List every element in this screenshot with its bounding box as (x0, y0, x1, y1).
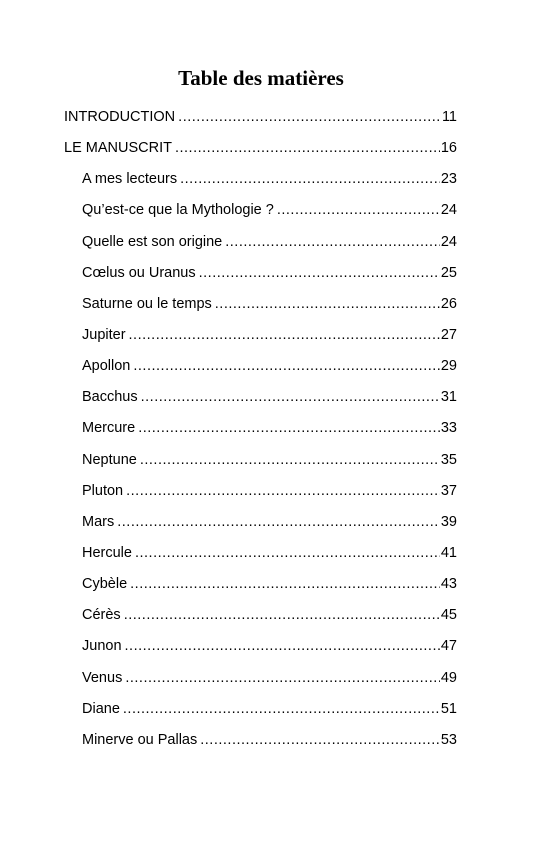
toc-entry-label: Cybèle (82, 576, 128, 593)
toc-entry-row (82, 538, 457, 569)
toc-entry[interactable] (0, 227, 535, 258)
toc-entry-page-number: 26 (440, 295, 457, 312)
toc-entry-label: Pluton (82, 482, 124, 499)
toc-entry-page-number: 53 (440, 731, 457, 748)
toc-entry-label: Saturne ou le temps (82, 295, 212, 312)
toc-entry-row (82, 382, 457, 413)
toc-entry-page-number: 31 (440, 389, 457, 406)
toc-entry[interactable] (0, 289, 535, 320)
toc-entry[interactable] (0, 476, 535, 507)
toc-entry[interactable] (0, 725, 535, 756)
dot-leader (117, 507, 440, 538)
toc-entry[interactable] (0, 351, 535, 382)
toc-entry-row (82, 164, 457, 195)
toc-entry[interactable] (0, 258, 535, 289)
toc-entry-row (82, 320, 457, 351)
toc-entry-page-number: 45 (440, 607, 457, 624)
toc-entry[interactable] (0, 663, 535, 694)
toc-entry-row (82, 289, 457, 320)
toc-entry[interactable] (0, 382, 535, 413)
toc-entry-label: Mars (82, 513, 115, 530)
dot-leader (178, 102, 441, 133)
toc-entry-row (82, 663, 457, 694)
toc-entry-label: Minerve ou Pallas (82, 731, 198, 748)
toc-entry[interactable] (0, 133, 535, 164)
toc-entry-page-number: 51 (440, 700, 457, 717)
toc-entry-row (82, 445, 457, 476)
toc-entry[interactable] (0, 445, 535, 476)
toc-entry-row (82, 569, 457, 600)
toc-entry-page-number: 47 (440, 638, 457, 655)
toc-entry-label: Venus (82, 669, 123, 686)
toc-entry-page-number: 29 (440, 358, 457, 375)
dot-leader (225, 227, 440, 258)
toc-entry-label: Mercure (82, 420, 136, 437)
toc-entry[interactable] (0, 538, 535, 569)
toc-entry-row (82, 476, 457, 507)
dot-leader (141, 382, 440, 413)
toc-entry-label: A mes lecteurs (82, 171, 178, 188)
toc-entry[interactable] (0, 631, 535, 662)
dot-leader (125, 663, 440, 694)
toc-entry[interactable] (0, 694, 535, 725)
dot-leader (215, 289, 440, 320)
toc-entry-label: Neptune (82, 451, 137, 468)
toc-entry-page-number: 23 (440, 171, 457, 188)
toc-entry-page-number: 27 (440, 326, 457, 343)
toc-entry-row (82, 725, 457, 756)
toc-entry-label: Hercule (82, 544, 132, 561)
toc-entry-row (82, 227, 457, 258)
dot-leader (124, 600, 440, 631)
toc-entry[interactable] (0, 102, 535, 133)
toc-entry-page-number: 43 (440, 576, 457, 593)
toc-entry[interactable] (0, 600, 535, 631)
toc-entry-label: INTRODUCTION (64, 109, 176, 125)
toc-entry[interactable] (0, 195, 535, 226)
toc-entry-page-number: 37 (440, 482, 457, 499)
dot-leader (125, 631, 440, 662)
toc-entry-page-number: 49 (440, 669, 457, 686)
dot-leader (200, 725, 440, 756)
toc-entry-page-number: 25 (440, 264, 457, 281)
dot-leader (277, 195, 440, 226)
dot-leader (123, 694, 440, 725)
toc-entry-row (82, 631, 457, 662)
toc-entry-label: Quelle est son origine (82, 233, 223, 250)
toc-entry-page-number: 39 (440, 513, 457, 530)
toc-entry-page-number: 41 (440, 544, 457, 561)
toc-entry-label: Qu’est-ce que la Mythologie ? (82, 202, 274, 219)
toc-list (0, 102, 535, 756)
toc-entry-row (82, 258, 457, 289)
dot-leader (130, 569, 440, 600)
dot-leader (138, 413, 440, 444)
toc-entry[interactable] (0, 507, 535, 538)
toc-entry-label: Diane (82, 700, 120, 717)
dot-leader (140, 445, 440, 476)
toc-entry-row (82, 507, 457, 538)
toc-entry-row (82, 600, 457, 631)
toc-entry-label: Junon (82, 638, 122, 655)
toc-entry-page-number: 16 (440, 140, 457, 157)
toc-entry-row (64, 133, 457, 164)
dot-leader (129, 320, 440, 351)
toc-entry-label: Jupiter (82, 326, 126, 343)
toc-entry-label: Bacchus (82, 389, 138, 406)
toc-entry[interactable] (0, 320, 535, 351)
toc-entry-row (82, 694, 457, 725)
toc-entry-row (82, 351, 457, 382)
toc-entry-label: Cœlus ou Uranus (82, 264, 196, 281)
toc-entry-label: Cérès (82, 607, 121, 624)
toc-entry[interactable] (0, 164, 535, 195)
toc-entry-label: LE MANUSCRIT (64, 140, 172, 157)
toc-entry-page-number: 11 (441, 109, 457, 125)
toc-entry-row (82, 195, 457, 226)
toc-entry-label: Apollon (82, 358, 131, 375)
toc-entry-page-number: 33 (440, 420, 457, 437)
dot-leader (180, 164, 440, 195)
dot-leader (175, 133, 440, 164)
toc-entry[interactable] (0, 413, 535, 444)
toc-entry-row (64, 102, 457, 133)
toc-title: Table des matières (178, 66, 344, 90)
toc-entry-row (82, 413, 457, 444)
dot-leader (126, 476, 440, 507)
toc-entry-page-number: 35 (440, 451, 457, 468)
toc-entry-page-number: 24 (440, 202, 457, 219)
dot-leader (199, 258, 440, 289)
toc-entry[interactable] (0, 569, 535, 600)
dot-leader (135, 538, 440, 569)
toc-entry-page-number: 24 (440, 233, 457, 250)
dot-leader (133, 351, 439, 382)
